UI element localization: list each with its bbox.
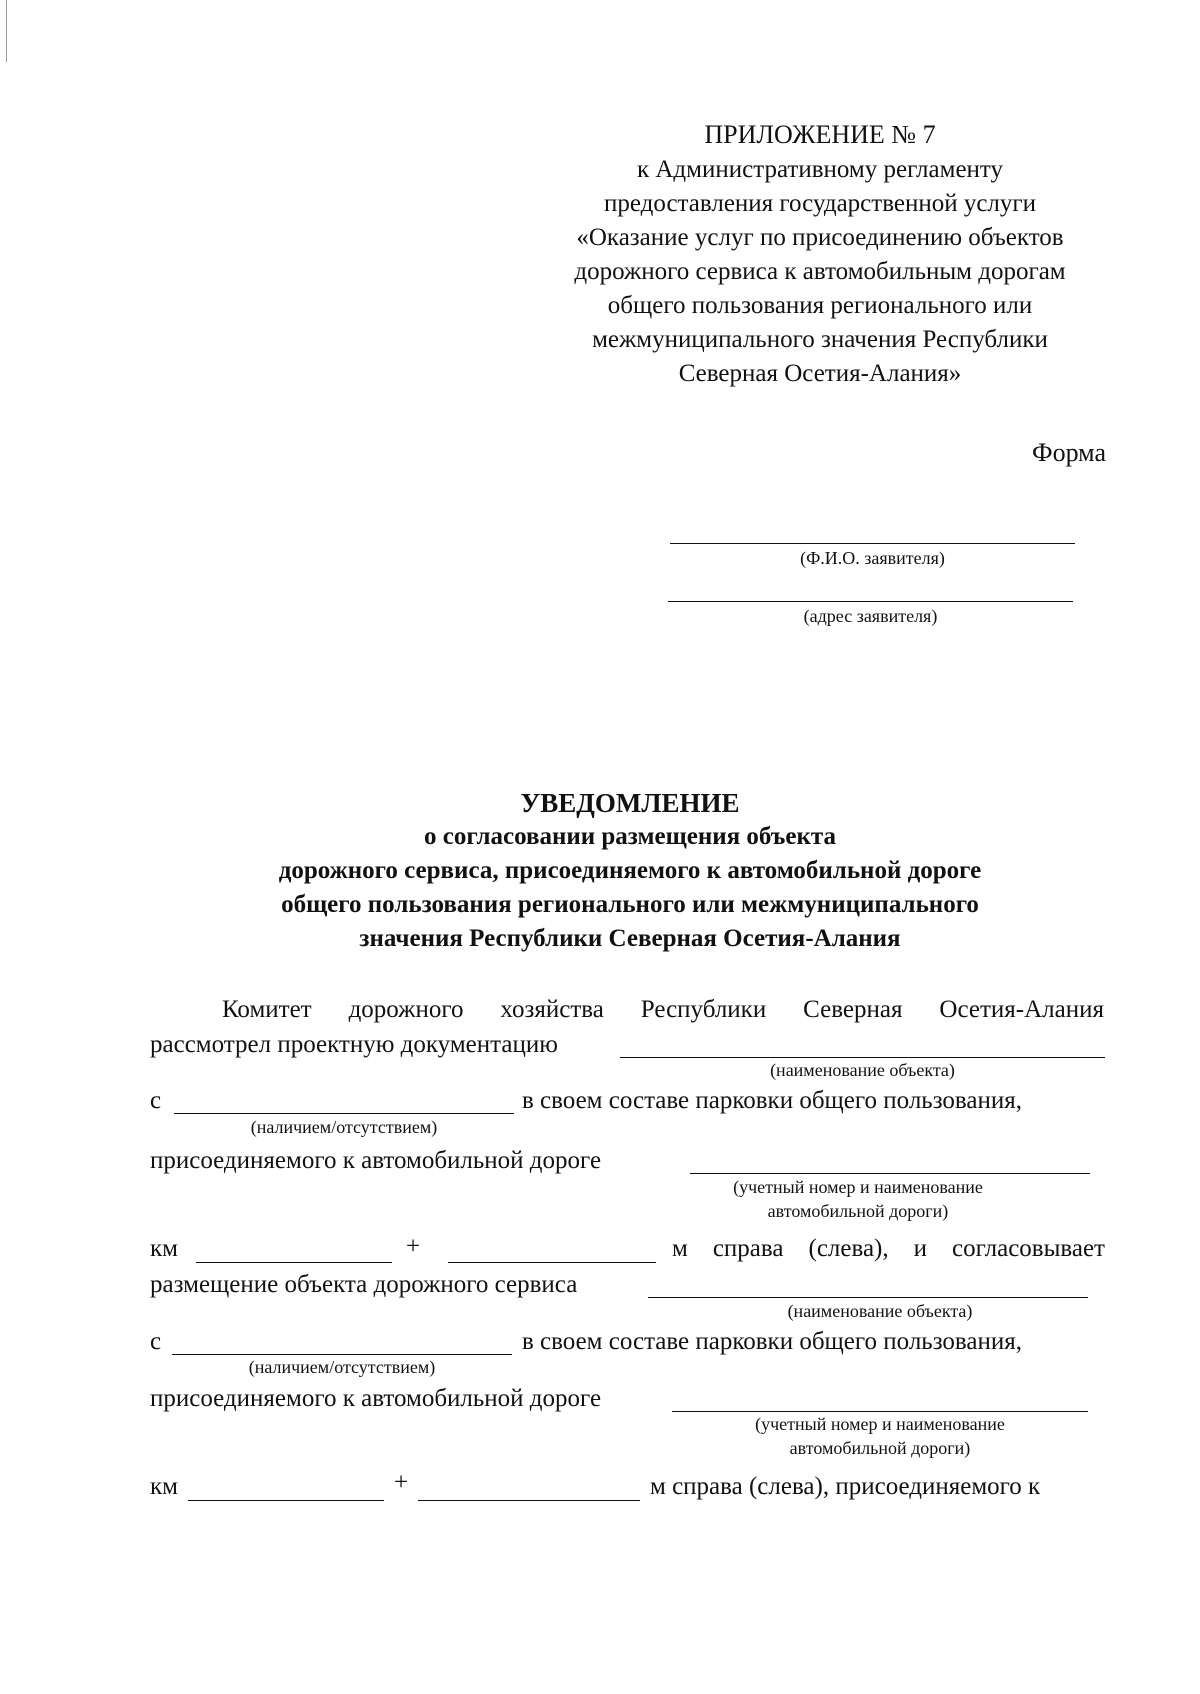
notice-title: УВЕДОМЛЕНИЕ — [520, 788, 740, 818]
object-name-caption-1: (наименование объекта) — [770, 1060, 955, 1080]
road-caption-2b: автомобильной дороги) — [789, 1438, 971, 1458]
appendix-line: «Оказание услуг по присоединению объектов — [576, 224, 1064, 251]
right-left-text-2: м справа (слева), присоединяемого к — [650, 1473, 1041, 1500]
plus-sign-2: + — [394, 1469, 409, 1496]
appendix-line: общего пользования регионального или — [607, 292, 1033, 319]
appendix-line: Северная Осетия-Алания» — [678, 360, 962, 387]
road-number-field-2[interactable] — [672, 1411, 1088, 1412]
body-line-committee: Комитет дорожного хозяйства Республики Северная Осетия-Алания — [222, 996, 1104, 1023]
appendix-line: предоставления государственной услуги — [603, 190, 1037, 217]
parking-text-1: в своем составе парковки общего пользования, — [522, 1087, 1023, 1114]
presence-caption-1: (наличием/отсутствием) — [250, 1117, 438, 1137]
body-line-considered: рассмотрел проектную документацию — [150, 1031, 558, 1058]
prefix-s-2: с — [150, 1328, 162, 1355]
applicant-address-line[interactable] — [668, 601, 1073, 602]
road-caption-2a: (учетный номер и наименование — [755, 1414, 1005, 1434]
road-text-1: присоединяемого к автомобильной дороге — [150, 1147, 602, 1174]
applicant-address-caption: (адрес заявителя) — [803, 606, 938, 626]
road-number-field-1[interactable] — [690, 1173, 1090, 1174]
presence-field-2[interactable] — [172, 1354, 512, 1355]
appendix-line: дорожного сервиса к автомобильным дорогам — [574, 258, 1066, 285]
plus-sign-1: + — [406, 1233, 421, 1260]
notice-subtitle-line: общего пользования регионального или межмуниципального — [281, 891, 979, 918]
meters-field-2[interactable] — [418, 1500, 640, 1501]
km-label-1: км — [150, 1235, 178, 1262]
prefix-s-1: с — [150, 1087, 162, 1114]
notice-subtitle-line: дорожного сервиса, присоединяемого к автомобильной дороге — [278, 857, 982, 884]
parking-text-2: в своем составе парковки общего пользования, — [522, 1328, 1023, 1355]
road-text-2: присоединяемого к автомобильной дороге — [150, 1385, 602, 1412]
scan-edge-mark — [6, 0, 7, 62]
object-name-field-1[interactable] — [620, 1057, 1105, 1058]
notice-heading — [150, 786, 1110, 956]
object-name-caption-2: (наименование объекта) — [787, 1301, 973, 1321]
object-name-field-2[interactable] — [648, 1297, 1088, 1298]
form-label: Форма — [1032, 438, 1106, 467]
presence-caption-2: (наличием/отсутствием) — [248, 1357, 436, 1377]
appendix-line: к Административному регламенту — [636, 156, 1004, 183]
placement-text: размещение объекта дорожного сервиса — [150, 1271, 578, 1298]
applicant-fio-caption: (Ф.И.О. заявителя) — [800, 548, 945, 568]
km-field-1[interactable] — [196, 1262, 392, 1263]
notice-subtitle-line: значения Республики Северная Осетия-Алания — [359, 925, 901, 952]
notice-subtitle-line: о согласовании размещения объекта — [424, 823, 836, 850]
meters-field-1[interactable] — [448, 1262, 656, 1263]
road-caption-1a: (учетный номер и наименование — [733, 1177, 983, 1197]
appendix-line: межмуниципального значения Республики — [592, 326, 1048, 353]
appendix-title: ПРИЛОЖЕНИЕ № 7 — [704, 120, 936, 149]
presence-field-1[interactable] — [174, 1113, 514, 1114]
km-field-2[interactable] — [188, 1500, 384, 1501]
right-left-text-1: м справа (слева), и согласовывает — [672, 1235, 1105, 1262]
road-caption-1b: автомобильной дороги) — [767, 1201, 949, 1221]
km-label-2: км — [150, 1473, 178, 1500]
appendix-block — [520, 118, 1120, 391]
applicant-fio-line[interactable] — [670, 543, 1075, 544]
